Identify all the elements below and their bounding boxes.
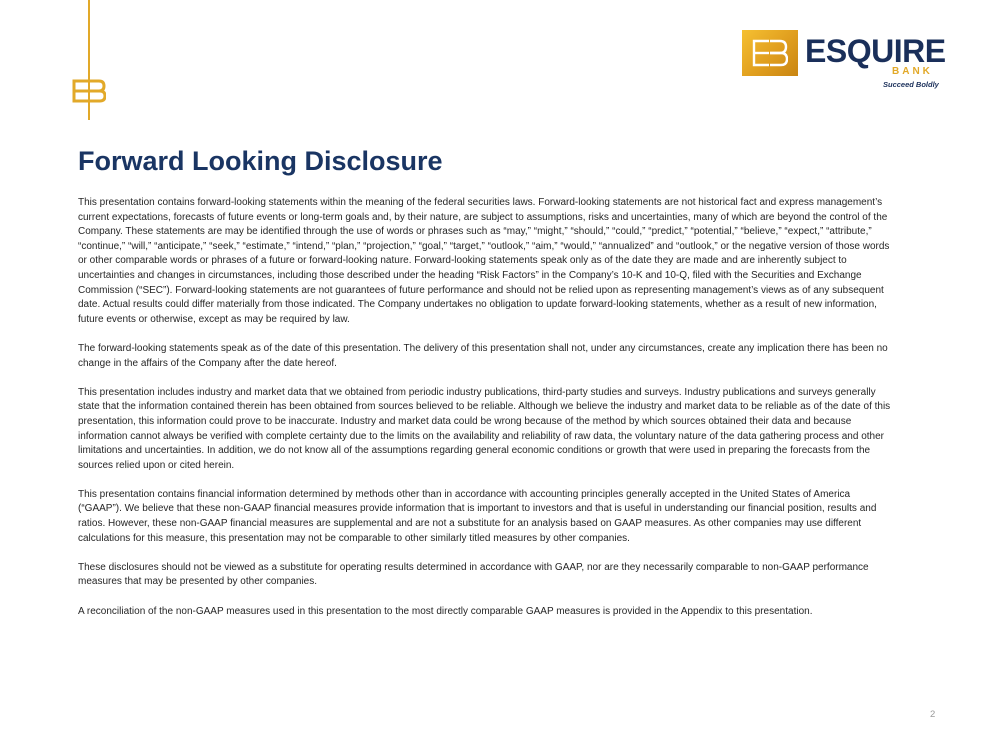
brand-sub: BANK <box>892 66 933 77</box>
disclosure-paragraph: The forward-looking statements speak as of the date of this presentation. The delivery of this presentation shall not, under any circumstances, create any implication there has been no change in the affairs of the Company after the date hereof. <box>78 342 888 369</box>
disclosure-paragraph: These disclosures should not be viewed as a substitute for operating results determined in accordance with GAAP, nor are they necessarily comparable to non-GAAP performance measures that may be presented by other companies. <box>78 561 869 588</box>
page-title: Forward Looking Disclosure <box>78 146 443 176</box>
disclosure-body <box>78 196 894 634</box>
brand-logo <box>742 30 946 92</box>
page-number: 2 <box>930 709 936 720</box>
eb-logo-mark-icon <box>742 30 798 76</box>
brand-tagline: Succeed Boldly <box>883 80 939 89</box>
disclosure-paragraph: A reconciliation of the non-GAAP measures used in this presentation to the most directly comparable GAAP measures is provided in the Appendix to this presentation. <box>78 605 813 617</box>
disclosure-paragraph: This presentation contains forward-looking statements within the meaning of the federal securities laws. Forward-looking statements are not historical fact and express management’s current expectations, forecasts of future events or long-term goals and, by their nature, are subject to assumptions, risks and uncertainties, many of which are beyond the control of the Company. These statements are may be identified through the use of words or phrases such as “may,” “might,” “should,” “could,” “predict,” “potential,” “believe,” “expect,” “attribute,” “continue,” “will,” “anticipate,” “seek,” “estimate,” “intend,” “plan,” “projection,” “goal,” “target,” “outlook,” “aim,” “would,” “annualized” and “outlook,” or the negative version of those words or other comparable words or phrases of a future or forward-looking nature. Forward-looking statements speak only as of the date they are made and are inherently subject to uncertainties and changes in circumstances, including those described under the heading “Risk Factors” in the Company’s 10-K and 10-Q, filed with the Securities and Exchange Commission (“SEC”). Forward-looking statements are not guarantees of future performance and should not be relied upon as representing management’s views as of any subsequent date. Actual results could differ materially from those indicated. The Company undertakes no obligation to update forward-looking statements, whether as a result of new information, future events or otherwise, except as may be required by law. <box>78 197 890 325</box>
disclosure-paragraph: This presentation contains financial information determined by methods other than in accordance with accounting principles generally accepted in the United States of America (“GAAP”). We believe that these non-GAAP financial measures provide information that is important to investors and that is useful in understanding our financial position, results and ratios. However, these non-GAAP financial measures are supplemental and are not a substitute for an analysis based on GAAP measures. As other companies may use different calculations for this measure, this presentation may not be comparable to other similarly titled measures by other companies. <box>78 488 877 544</box>
disclosure-paragraph: This presentation includes industry and market data that we obtained from periodic industry publications, third-party studies and surveys. Industry publications and surveys generally state that the information contained therein has been obtained from sources believed to be reliable. Although we believe the industry and market data to be reliable as of the date of this presentation, this information could prove to be inaccurate. Industry and market data could be wrong because of the method by which sources obtained their data and because information cannot always be verified with complete certainty due to the limits on the availability and reliability of raw data, the voluntary nature of the data gathering process and other limitations and uncertainties. In addition, we do not know all of the assumptions regarding general economic conditions or growth that were used in preparing the forecasts from the sources relied upon or cited herein. <box>78 386 891 471</box>
eb-monogram-icon <box>72 79 106 103</box>
brand-name: ESQUIRE <box>805 33 946 69</box>
